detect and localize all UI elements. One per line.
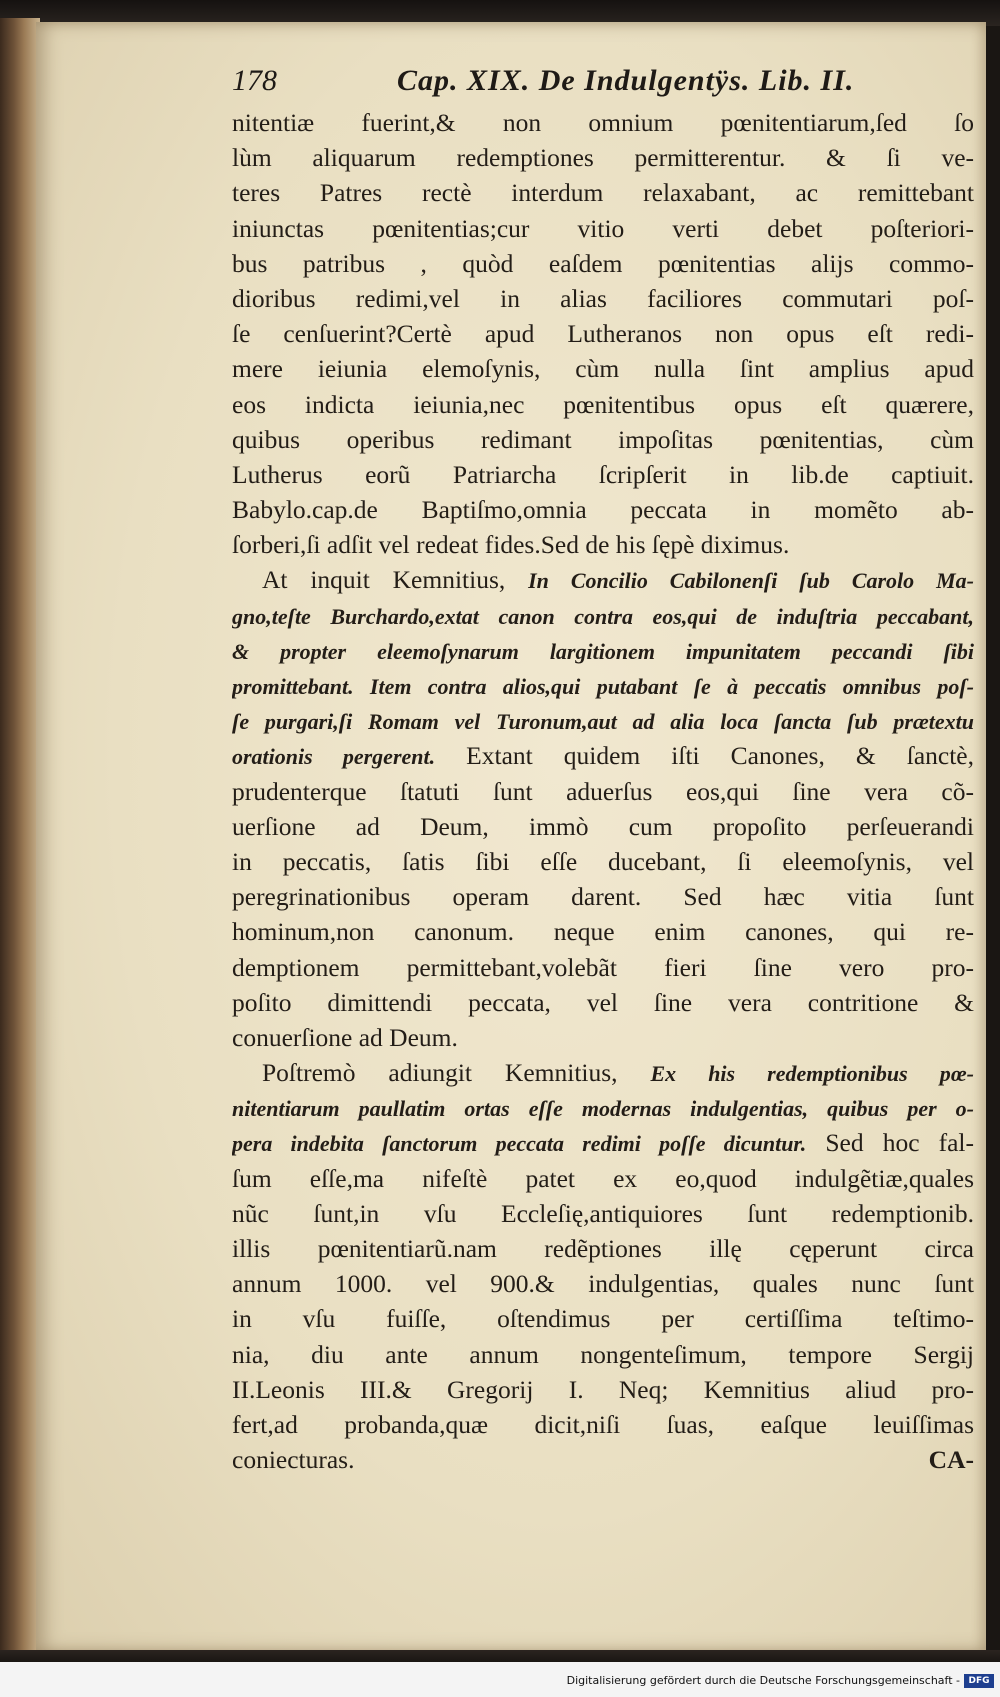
text-line	[232, 316, 974, 351]
roman-text: Sed hoc fal-	[806, 1128, 974, 1158]
text-line	[232, 985, 974, 1020]
roman-text: annum 1000. vel 900.& indulgentias, quales nunc ſunt	[232, 1269, 974, 1299]
roman-text: quibus operibus redimant impoſitas pœnitentias, cùm	[232, 424, 974, 454]
text-line	[232, 1090, 974, 1125]
text-line	[232, 1442, 974, 1477]
text-line	[232, 351, 974, 386]
roman-text: bus patribus , quòd eaſdem pœnitentias alijs commo-	[232, 248, 974, 278]
text-line	[232, 387, 974, 422]
italic-quotation: promittebant. Item contra alios,qui putabant ſe à peccatis omnibus poſ-	[232, 674, 974, 699]
scan-bottom-edge	[0, 1650, 1000, 1662]
text-line	[232, 140, 974, 175]
roman-text: conuerſione ad Deum.	[232, 1022, 458, 1052]
italic-quotation: Ex his redemptionibus pœ-	[650, 1061, 974, 1087]
roman-text: prudenterque ſtatuti ſunt aduerſus eos,qui ſine vera cõ-	[232, 776, 974, 806]
roman-text: peregrinationibus operam darent. Sed hæc vitia ſunt	[232, 882, 974, 912]
text-line	[232, 105, 974, 140]
text-line	[232, 1301, 974, 1336]
text-line	[232, 422, 974, 457]
text-line	[232, 1372, 974, 1407]
text-line	[232, 598, 974, 633]
roman-text: iniunctas pœnitentias;cur vitio verti debet poſteriori-	[232, 213, 974, 243]
text-line	[232, 1266, 974, 1301]
roman-text: illis pœnitentiarũ.nam redẽptiones illę cęperunt circa	[232, 1234, 974, 1263]
text-line	[232, 1407, 974, 1442]
dfg-logo: DFG	[964, 1674, 994, 1688]
roman-text: At inquit Kemnitius,	[262, 565, 529, 595]
catchword: CA-	[928, 1445, 974, 1475]
roman-text: uerſione ad Deum, immò cum propoſito perſeuerandi	[232, 811, 974, 841]
roman-text: lùm aliquarum redemptiones permitterentur. & ſi ve-	[232, 143, 974, 173]
roman-text: Extant quidem iſti Canones, & ſanctè,	[435, 741, 974, 771]
text-line	[232, 457, 974, 492]
italic-quotation: In Concilio Cabilonenſi ſub Carolo Ma-	[528, 568, 974, 594]
roman-text: ſorberi,ſi adſit vel redeat fides.Sed de his ſępè diximus.	[232, 530, 790, 560]
book-spine	[0, 18, 40, 1658]
text-line	[232, 1337, 974, 1372]
roman-text: ſum eſſe,ma nifeſtè patet ex eo,quod indulgẽtiæ,quales	[232, 1163, 974, 1193]
running-title: Cap. XIX. De Indulgentÿs. Lib. II.	[397, 64, 855, 97]
text-line	[232, 527, 974, 562]
text-line	[232, 633, 974, 668]
roman-text: hominum,non canonum. neque enim canones, qui re-	[232, 917, 974, 947]
text-line	[232, 844, 974, 879]
scan-footer	[0, 1650, 1000, 1697]
roman-text: in vſu fuiſſe, oſtendimus per certiſſima teſtimo-	[232, 1304, 974, 1334]
italic-quotation: orationis pergerent.	[232, 744, 436, 770]
roman-text: ſe cenſuerint?Certè apud Lutheranos non opus eſt redi-	[232, 319, 974, 349]
text-line	[232, 1125, 974, 1160]
roman-text: nũc ſunt,in vſu Eccleſię,antiquiores ſunt redemptionib.	[232, 1198, 974, 1228]
italic-quotation: & propter eleemoſynarum largitionem impunitatem peccandi ſibi	[232, 638, 974, 664]
text-line	[232, 738, 974, 773]
italic-quotation: pera indebita ſanctorum peccata redimi poſſe dicuntur.	[232, 1131, 807, 1157]
text-line	[232, 914, 974, 949]
italic-quotation: gno,teſte Burchardo,extat canon contra eos,qui de induſtria peccabant,	[232, 603, 974, 629]
roman-text: Lutherus eorũ Patriarcha ſcripſerit in lib.de captiuit.	[232, 459, 974, 489]
roman-text: fert,ad probanda,quæ dicit,niſi ſuas, eaſque leuiſſimas	[232, 1409, 974, 1439]
roman-text: mere ieiunia elemoſynis, cùm nulla ſint amplius apud	[232, 354, 974, 384]
text-line	[232, 1055, 974, 1090]
text-line	[232, 879, 974, 914]
italic-quotation: ſe purgari,ſi Romam vel Turonum,aut ad alia loca ſancta ſub prætextu	[232, 709, 974, 735]
text-line	[232, 1231, 974, 1266]
body-text	[232, 105, 974, 1477]
text-line	[232, 492, 974, 527]
text-line	[232, 211, 974, 246]
digitization-credit: Digitalisierung gefördert durch die Deutsche Forschungsgemeinschaft -	[566, 1674, 960, 1687]
roman-text: poſito dimittendi peccata, vel ſine vera contritione &	[232, 987, 974, 1017]
text-line	[232, 950, 974, 985]
text-line	[232, 175, 974, 210]
roman-text: dioribus redimi,vel in alias faciliores commutari poſ-	[232, 283, 974, 313]
roman-text: eos indicta ieiunia,nec pœnitentibus opus eſt quærere,	[232, 389, 974, 419]
text-line	[232, 1196, 974, 1231]
text-line	[232, 281, 974, 316]
text-line	[232, 246, 974, 281]
roman-text: demptionem permittebant,volebãt fieri ſine vero pro-	[232, 952, 974, 982]
text-line	[232, 1020, 974, 1055]
roman-text: nia, diu ante annum nongenteſimum, tempore Sergij	[232, 1339, 974, 1369]
roman-text: coniecturas.	[232, 1445, 355, 1475]
text-line	[232, 1161, 974, 1196]
text-line	[232, 809, 974, 844]
roman-text: nitentiæ fuerint,& non omnium pœnitentiarum,ſed ſo	[232, 108, 974, 137]
roman-text: II.Leonis III.& Gregorij I. Neq; Kemnitius aliud pro-	[232, 1374, 974, 1404]
page-number: 178	[232, 64, 277, 97]
italic-quotation: nitentiarum paullatim ortas eſſe modernas indulgentias, quibus per o-	[232, 1096, 974, 1122]
roman-text: Babylo.cap.de Baptiſmo,omnia peccata in momẽto ab-	[232, 495, 974, 525]
text-line	[232, 703, 974, 738]
running-header	[232, 58, 972, 102]
roman-text: Poſtremò adiungit Kemnitius,	[262, 1058, 651, 1088]
roman-text: in peccatis, ſatis ſibi eſſe ducebant, ſi eleemoſynis, vel	[232, 846, 974, 876]
text-line	[232, 562, 974, 597]
text-line	[232, 668, 974, 703]
roman-text: teres Patres rectè interdum relaxabant, ac remittebant	[232, 178, 974, 208]
text-line	[232, 774, 974, 809]
